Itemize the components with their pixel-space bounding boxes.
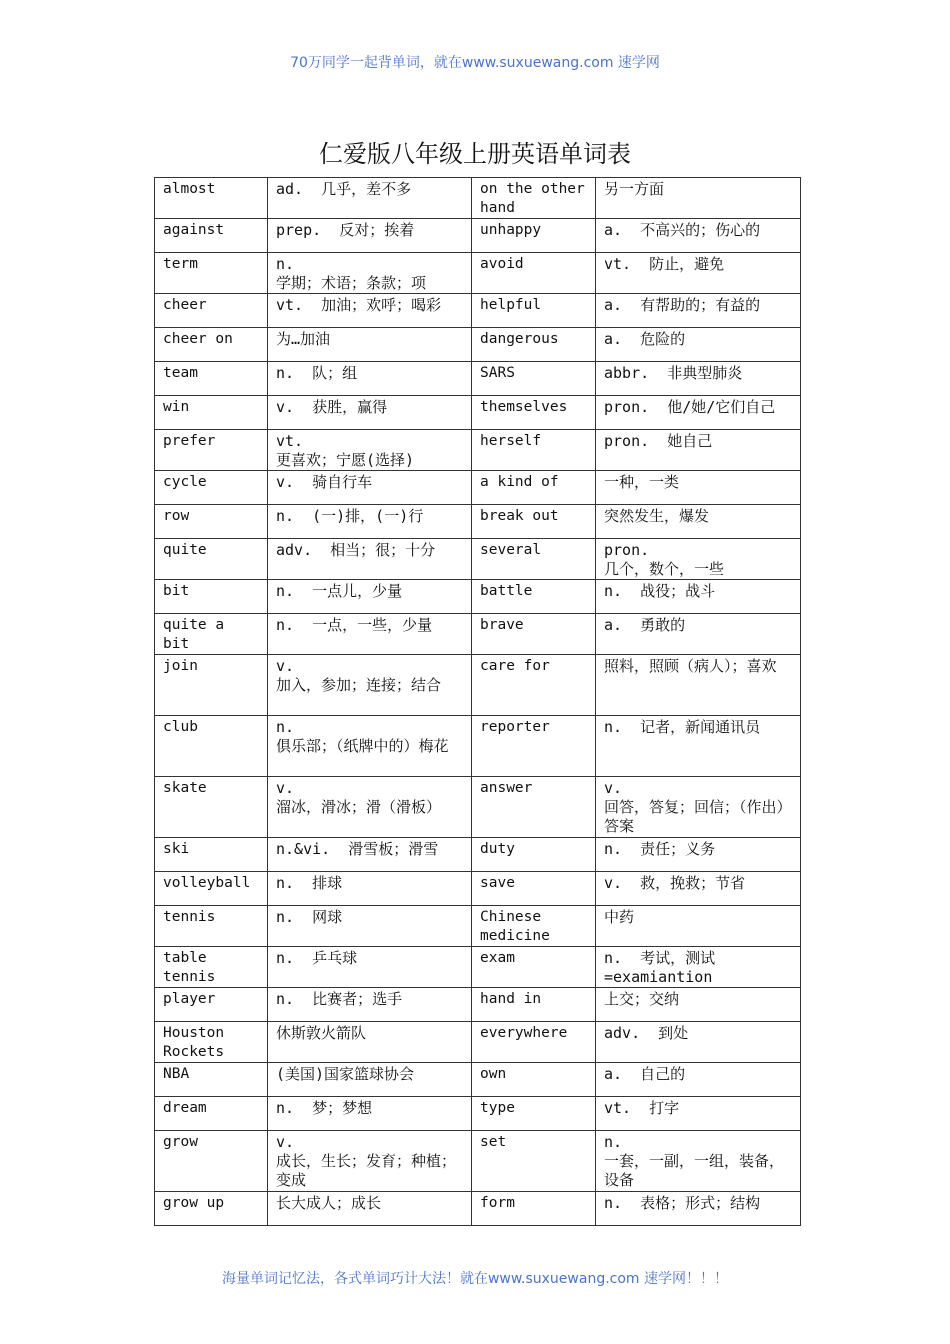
definition-cell: n. 乒乓球 bbox=[268, 947, 472, 988]
word-cell: bit bbox=[155, 580, 268, 614]
table-row bbox=[155, 988, 801, 1022]
word-cell: NBA bbox=[155, 1063, 268, 1097]
definition-cell: vt. 加油；欢呼；喝彩 bbox=[268, 294, 472, 328]
table-row bbox=[155, 253, 801, 294]
definition-cell: v. 救，挽救；节省 bbox=[596, 872, 801, 906]
definition-cell: 照料，照顾（病人）；喜欢 bbox=[596, 655, 801, 716]
page-title: 仁爱版八年级上册英语单词表 bbox=[319, 140, 631, 168]
word-cell: ski bbox=[155, 838, 268, 872]
table-row bbox=[155, 219, 801, 253]
word-cell: cycle bbox=[155, 471, 268, 505]
definition-cell: n. 一点儿，少量 bbox=[268, 580, 472, 614]
definition-cell: v. 加入，参加；连接；结合 bbox=[268, 655, 472, 716]
definition-cell: a. 勇敢的 bbox=[596, 614, 801, 655]
word-cell: unhappy bbox=[472, 219, 596, 253]
definition-cell: n. 学期；术语；条款；项 bbox=[268, 253, 472, 294]
definition-cell: 休斯敦火箭队 bbox=[268, 1022, 472, 1063]
definition-cell: 另一方面 bbox=[596, 178, 801, 219]
definition-cell: 突然发生，爆发 bbox=[596, 505, 801, 539]
definition-cell: a. 自己的 bbox=[596, 1063, 801, 1097]
word-cell: set bbox=[472, 1131, 596, 1192]
definition-cell: a. 有帮助的；有益的 bbox=[596, 294, 801, 328]
word-cell: herself bbox=[472, 430, 596, 471]
table-row bbox=[155, 294, 801, 328]
definition-cell: adv. 相当；很；十分 bbox=[268, 539, 472, 580]
table-row bbox=[155, 396, 801, 430]
table-row bbox=[155, 777, 801, 838]
word-cell: Houston Rockets bbox=[155, 1022, 268, 1063]
table-row bbox=[155, 906, 801, 947]
word-cell: Chinese medicine bbox=[472, 906, 596, 947]
definition-cell: pron. 几个，数个，一些 bbox=[596, 539, 801, 580]
definition-cell: n. 一点，一些，少量 bbox=[268, 614, 472, 655]
definition-cell: a. 危险的 bbox=[596, 328, 801, 362]
definition-cell: 长大成人；成长 bbox=[268, 1192, 472, 1226]
definition-cell: n. 考试，测试 =examiantion bbox=[596, 947, 801, 988]
definition-cell: n. (一)排，(一)行 bbox=[268, 505, 472, 539]
word-cell: skate bbox=[155, 777, 268, 838]
table-row bbox=[155, 328, 801, 362]
definition-cell: adv. 到处 bbox=[596, 1022, 801, 1063]
definition-cell: prep. 反对；挨着 bbox=[268, 219, 472, 253]
definition-cell: n. 表格；形式；结构 bbox=[596, 1192, 801, 1226]
word-cell: everywhere bbox=[472, 1022, 596, 1063]
table-row bbox=[155, 580, 801, 614]
word-cell: grow up bbox=[155, 1192, 268, 1226]
table-row bbox=[155, 362, 801, 396]
word-cell: prefer bbox=[155, 430, 268, 471]
word-cell: themselves bbox=[472, 396, 596, 430]
definition-cell: 为…加油 bbox=[268, 328, 472, 362]
definition-cell: n. 责任；义务 bbox=[596, 838, 801, 872]
word-cell: grow bbox=[155, 1131, 268, 1192]
table-row bbox=[155, 655, 801, 716]
word-cell: several bbox=[472, 539, 596, 580]
word-cell: dangerous bbox=[472, 328, 596, 362]
word-cell: club bbox=[155, 716, 268, 777]
table-row bbox=[155, 614, 801, 655]
word-cell: team bbox=[155, 362, 268, 396]
definition-cell: a. 不高兴的；伤心的 bbox=[596, 219, 801, 253]
word-cell: tennis bbox=[155, 906, 268, 947]
definition-cell: abbr. 非典型肺炎 bbox=[596, 362, 801, 396]
word-cell: win bbox=[155, 396, 268, 430]
table-row bbox=[155, 471, 801, 505]
word-cell: hand in bbox=[472, 988, 596, 1022]
word-cell: quite bbox=[155, 539, 268, 580]
word-cell: save bbox=[472, 872, 596, 906]
table-row bbox=[155, 872, 801, 906]
word-cell: exam bbox=[472, 947, 596, 988]
definition-cell: vt. 更喜欢；宁愿(选择) bbox=[268, 430, 472, 471]
word-cell: cheer bbox=[155, 294, 268, 328]
word-cell: row bbox=[155, 505, 268, 539]
table-row bbox=[155, 178, 801, 219]
definition-cell: n.&vi. 滑雪板；滑雪 bbox=[268, 838, 472, 872]
table-row bbox=[155, 1131, 801, 1192]
table-row bbox=[155, 505, 801, 539]
definition-cell: vt. 防止，避免 bbox=[596, 253, 801, 294]
word-cell: cheer on bbox=[155, 328, 268, 362]
definition-cell: n. 梦；梦想 bbox=[268, 1097, 472, 1131]
definition-cell: pron. 她自己 bbox=[596, 430, 801, 471]
definition-cell: n. 队；组 bbox=[268, 362, 472, 396]
definition-cell: pron. 他/她/它们自己 bbox=[596, 396, 801, 430]
word-cell: a kind of bbox=[472, 471, 596, 505]
definition-cell: n. 记者，新闻通讯员 bbox=[596, 716, 801, 777]
header-promo-link[interactable]: 70万同学一起背单词，就在www.suxuewang.com 速学网 bbox=[290, 55, 660, 71]
table-row bbox=[155, 430, 801, 471]
word-cell: dream bbox=[155, 1097, 268, 1131]
word-cell: own bbox=[472, 1063, 596, 1097]
table-row bbox=[155, 1022, 801, 1063]
definition-cell: v. 回答，答复；回信；（作出）答案 bbox=[596, 777, 801, 838]
word-cell: form bbox=[472, 1192, 596, 1226]
word-cell: on the other hand bbox=[472, 178, 596, 219]
definition-cell: v. 溜冰，滑冰；滑（滑板） bbox=[268, 777, 472, 838]
definition-cell: n. 网球 bbox=[268, 906, 472, 947]
definition-cell: n. 排球 bbox=[268, 872, 472, 906]
definition-cell: n. 俱乐部；（纸牌中的）梅花 bbox=[268, 716, 472, 777]
definition-cell: v. 骑自行车 bbox=[268, 471, 472, 505]
table-row bbox=[155, 838, 801, 872]
definition-cell: 上交；交纳 bbox=[596, 988, 801, 1022]
definition-cell: n. 比赛者；选手 bbox=[268, 988, 472, 1022]
word-cell: almost bbox=[155, 178, 268, 219]
definition-cell: ad. 几乎，差不多 bbox=[268, 178, 472, 219]
word-cell: break out bbox=[472, 505, 596, 539]
table-row bbox=[155, 1192, 801, 1226]
word-cell: SARS bbox=[472, 362, 596, 396]
table-row bbox=[155, 947, 801, 988]
table-row bbox=[155, 1097, 801, 1131]
footer-promo-link[interactable]: 海量单词记忆法，各式单词巧计大法！就在www.suxuewang.com 速学网！！！ bbox=[221, 1271, 729, 1287]
table-row bbox=[155, 1063, 801, 1097]
definition-cell: 一种，一类 bbox=[596, 471, 801, 505]
definition-cell: 中药 bbox=[596, 906, 801, 947]
table-row bbox=[155, 539, 801, 580]
word-cell: battle bbox=[472, 580, 596, 614]
word-cell: term bbox=[155, 253, 268, 294]
word-cell: answer bbox=[472, 777, 596, 838]
definition-cell: n. 战役；战斗 bbox=[596, 580, 801, 614]
definition-cell: v. 获胜，赢得 bbox=[268, 396, 472, 430]
word-cell: type bbox=[472, 1097, 596, 1131]
table-row bbox=[155, 716, 801, 777]
word-cell: care for bbox=[472, 655, 596, 716]
vocabulary-table bbox=[154, 177, 801, 1226]
word-cell: helpful bbox=[472, 294, 596, 328]
word-cell: brave bbox=[472, 614, 596, 655]
definition-cell: v. 成长，生长；发育；种植；变成 bbox=[268, 1131, 472, 1192]
word-cell: player bbox=[155, 988, 268, 1022]
word-cell: duty bbox=[472, 838, 596, 872]
definition-cell: n. 一套，一副，一组，装备，设备 bbox=[596, 1131, 801, 1192]
word-cell: quite a bit bbox=[155, 614, 268, 655]
word-cell: table tennis bbox=[155, 947, 268, 988]
word-cell: avoid bbox=[472, 253, 596, 294]
definition-cell: (美国)国家篮球协会 bbox=[268, 1063, 472, 1097]
word-cell: volleyball bbox=[155, 872, 268, 906]
definition-cell: vt. 打字 bbox=[596, 1097, 801, 1131]
word-cell: join bbox=[155, 655, 268, 716]
word-cell: reporter bbox=[472, 716, 596, 777]
word-cell: against bbox=[155, 219, 268, 253]
